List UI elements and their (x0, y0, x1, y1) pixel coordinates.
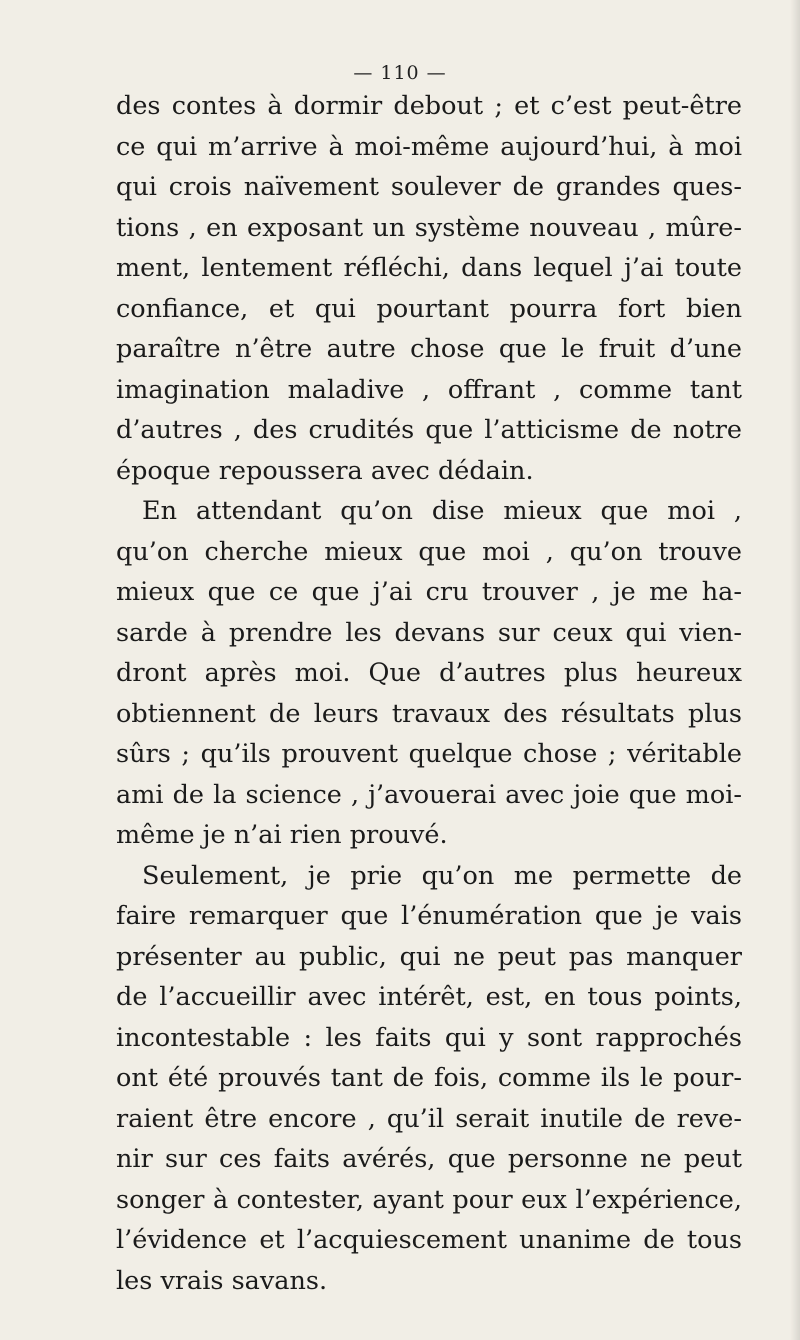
text-line: incontestable : les faits qui y sont rapprochés (116, 1022, 742, 1053)
text-line: ont été prouvés tant de fois, comme ils le pour- (116, 1063, 742, 1093)
text-line: d’autres , des crudités que l’atticisme de notre (116, 415, 742, 445)
text-line: dront après moi. Que d’autres plus heureux (116, 658, 742, 688)
text-line: l’évidence et l’acquiescement unanime de tous (116, 1225, 742, 1255)
text-line: raient être encore , qu’il serait inutile de reve- (116, 1103, 742, 1134)
text-line: qu’on cherche mieux que moi , qu’on trouve (116, 536, 742, 567)
text-line: ami de la science , j’avouerai avec joie que moi- (116, 779, 742, 810)
text-line: Seulement, je prie qu’on me permette de (142, 860, 742, 891)
text-line: ce qui m’arrive à moi-même aujourd’hui, à moi (116, 131, 742, 162)
text-line: présenter au public, qui ne peut pas manquer (116, 941, 742, 972)
text-line: époque repoussera avec dédain. (116, 455, 534, 486)
text-line: même je n’ai rien prouvé. (116, 820, 448, 850)
text-line: En attendant qu’on dise mieux que moi , (142, 496, 742, 526)
text-line: qui crois naïvement soulever de grandes ques- (116, 172, 742, 202)
page-edge-shadow (790, 0, 800, 1340)
text-line: les vrais savans. (116, 1265, 328, 1296)
text-line: tions , en exposant un système nouveau , mûre- (116, 212, 742, 243)
text-line: faire remarquer que l’énumération que je vais (116, 901, 742, 931)
text-line: nir sur ces faits avérés, que personne ne peut (116, 1144, 742, 1174)
text-line: imagination maladive , offrant , comme tant (116, 374, 742, 405)
text-line: paraître n’être autre chose que le fruit d’une (116, 334, 742, 364)
text-line: sarde à prendre les devans sur ceux qui vien- (116, 617, 742, 648)
text-line: obtiennent de leurs travaux des résultats plus (116, 698, 742, 729)
body-text (116, 86, 742, 1301)
page-number: — 110 — (353, 62, 447, 84)
text-line: mieux que ce que j’ai cru trouver , je me ha- (116, 577, 742, 607)
text-line: confiance, et qui pourtant pourra fort bien (116, 293, 742, 324)
text-line: de l’accueillir avec intérêt, est, en tous points, (116, 982, 742, 1012)
text-line: songer à contester, ayant pour eux l’expérience, (116, 1184, 742, 1215)
text-line: ment, lentement réfléchi, dans lequel j’ai toute (116, 253, 742, 283)
text-line: sûrs ; qu’ils prouvent quelque chose ; véritable (116, 739, 742, 769)
text-line: des contes à dormir debout ; et c’est peut-être (116, 91, 742, 121)
